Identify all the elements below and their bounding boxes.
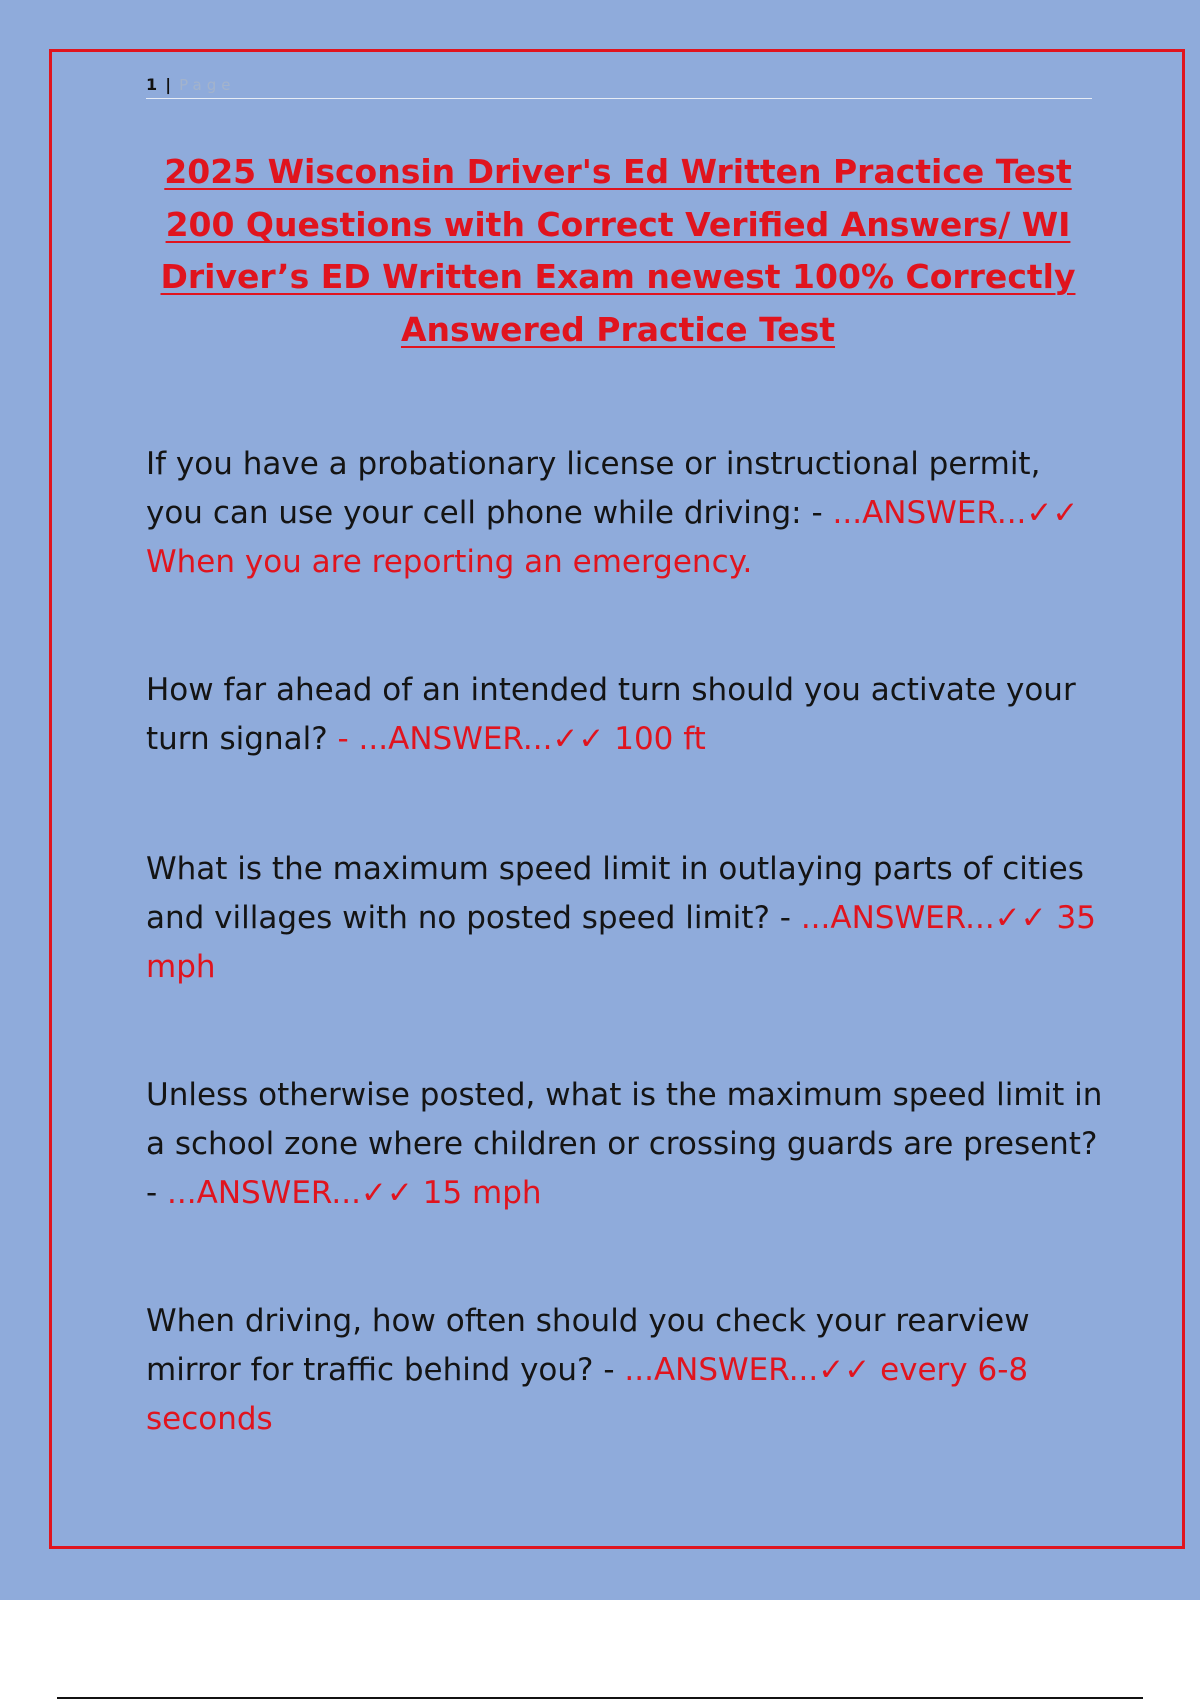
answer-text: ...ANSWER...✓✓ When you are reporting an emergency. — [146, 495, 1079, 580]
page-header — [146, 74, 1092, 99]
next-page-top-rule — [57, 1697, 1143, 1699]
answer-text: ...ANSWER...✓✓ 35 mph — [146, 900, 1096, 985]
question-text: If you have a probationary license or instructional permit, you can use your cell phone while driving: - — [146, 446, 1041, 531]
page-label: Page — [179, 76, 236, 94]
qa-item — [146, 440, 1106, 587]
answer-text: ...ANSWER...✓✓ every 6-8 seconds — [146, 1352, 1029, 1437]
qa-item — [146, 666, 1106, 764]
qa-item — [146, 1071, 1106, 1218]
question-text: Unless otherwise posted, what is the maximum speed limit in a school zone where children or crossing guards are present? - — [146, 1077, 1103, 1211]
question-text: What is the maximum speed limit in outlaying parts of cities and villages with no posted speed limit? - — [146, 851, 1084, 936]
question-text: How far ahead of an intended turn should you activate your turn signal? — [146, 672, 1076, 757]
question-text: When driving, how often should you check your rearview mirror for traffic behind you? - — [146, 1303, 1030, 1388]
qa-item — [146, 1297, 1106, 1444]
qa-item — [146, 845, 1106, 992]
document-title: 2025 Wisconsin Driver's Ed Written Practice Test 200 Questions with Correct Verified Answers/ WI Driver’s ED Written Exam newest 100% Correctly Answered Practice Test — [160, 152, 1076, 349]
page-number: 1 — [146, 75, 158, 94]
answer-text: - ...ANSWER...✓✓ 100 ft — [337, 721, 706, 757]
answer-text: ...ANSWER...✓✓ 15 mph — [167, 1175, 542, 1211]
page-number-separator: | — [165, 75, 172, 94]
